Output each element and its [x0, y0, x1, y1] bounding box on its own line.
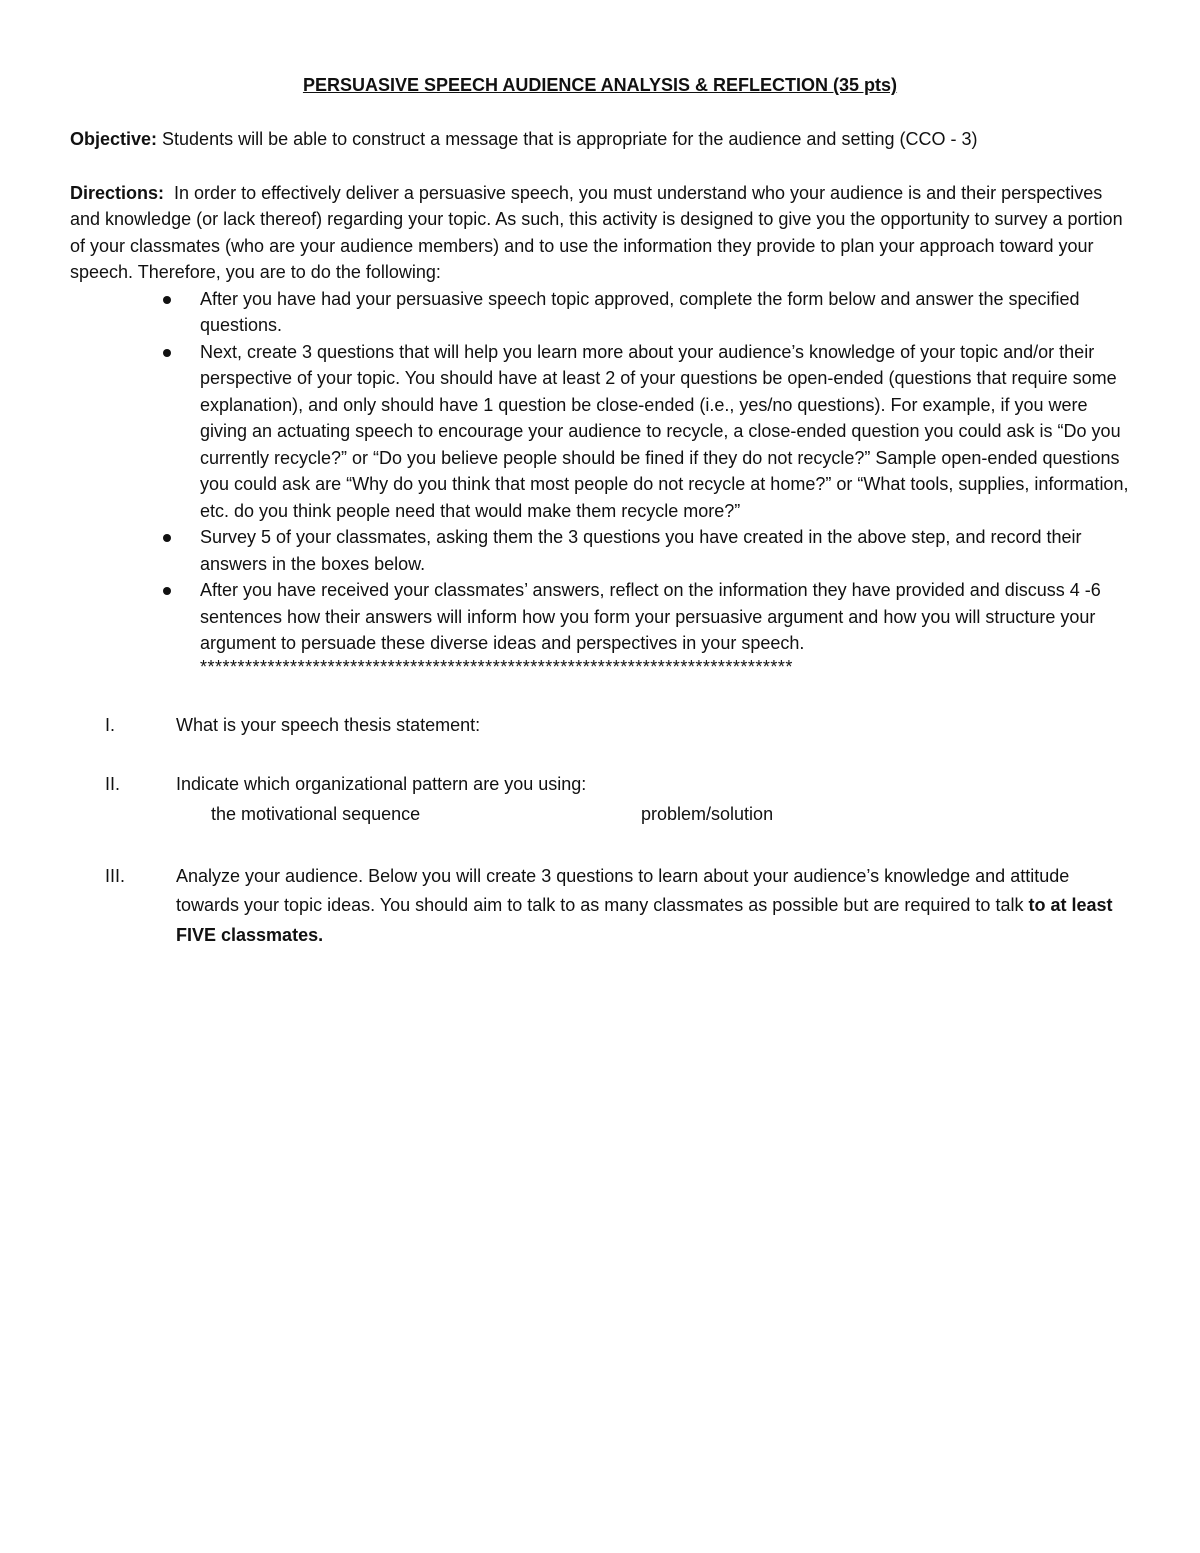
bullet-text: After you have had your persuasive speech topic approved, complete the form below and answer the specified questions. [200, 288, 1080, 335]
directions-label: Directions: [70, 182, 165, 203]
asterisk-separator: ******************************************************************************* [200, 656, 793, 677]
bullet-text: Survey 5 of your classmates, asking them the 3 questions you have created in the above step, and record their answers in the boxes below. [200, 527, 1082, 574]
list-item [200, 339, 1130, 525]
audience-requirement: to at least FIVE classmates. [176, 895, 1113, 945]
bullet-icon [163, 534, 171, 542]
outline-item-audience [70, 862, 1130, 951]
outline-item-thesis [70, 711, 1130, 741]
option-motivational-sequence: the motivational sequence [211, 803, 421, 824]
list-item [200, 286, 1130, 339]
bullet-icon [163, 587, 171, 595]
audience-prompt: Analyze your audience. Below you will create 3 questions to learn about your audience’s knowledge and attitude towards your topic ideas. You should aim to talk to as many classmates as possible but are required to talk [176, 865, 1070, 915]
option-problem-solution: problem/solution [641, 803, 774, 824]
thesis-prompt: What is your speech thesis statement: [176, 714, 481, 735]
directions-list [70, 286, 1130, 657]
pattern-prompt: Indicate which organizational pattern are you using: [176, 774, 587, 794]
outline-item-pattern [70, 770, 1130, 830]
outline-numeral: II. [105, 774, 121, 794]
objective-paragraph [70, 126, 1130, 153]
directions-text: In order to effectively deliver a persuasive speech, you must understand who your audience is and their perspectives and knowledge (or lack thereof) regarding your topic. As such, this activity is designed to give you the opportunity to survey a portion of your classmates (who are your audience members) and to use the information they provide to plan your approach toward your speech. Therefore, you are to do the following: [70, 182, 1128, 282]
document-page [70, 72, 1130, 950]
objective-text: Students will be able to construct a message that is appropriate for the audience and setting (CCO - 3) [157, 129, 978, 149]
bullet-text: After you have received your classmates’ answers, reflect on the information they have provided and discuss 4 -6 sentences how their answers will inform how you form your persuasive argument and how you will structure your argument to persuade these diverse ideas and perspectives in your speech. [200, 580, 1101, 653]
directions-paragraph [70, 180, 1130, 286]
outline-numeral: I. [105, 714, 116, 735]
bullet-icon [163, 296, 171, 304]
bullet-icon [163, 349, 171, 357]
outline-section [70, 711, 1130, 951]
pattern-options [176, 800, 1130, 830]
list-item [200, 524, 1130, 577]
outline-numeral: III. [105, 865, 126, 886]
list-item [200, 577, 1130, 657]
bullet-text: Next, create 3 questions that will help you learn more about your audience’s knowledge of your topic and/or their perspective of your topic. You should have at least 2 of your questions be open-ended (questions that require some explanation), and only should have 1 question be close-ended (i.e., yes/no questions). For example, if you were giving an actuating speech to encourage your audience to recycle, a close-ended question you could ask is “Do you currently recycle?” or “Do you believe people should be fined if they do not recycle?” Sample open-ended questions you could ask are “Why do you think that most people do not recycle at home?” or “What tools, supplies, information, etc. do you think people need that would make them recycle more?” [200, 341, 1129, 521]
objective-label: Objective: [70, 129, 158, 149]
page-title: PERSUASIVE SPEECH AUDIENCE ANALYSIS & REFLECTION (35 pts) [302, 75, 898, 95]
